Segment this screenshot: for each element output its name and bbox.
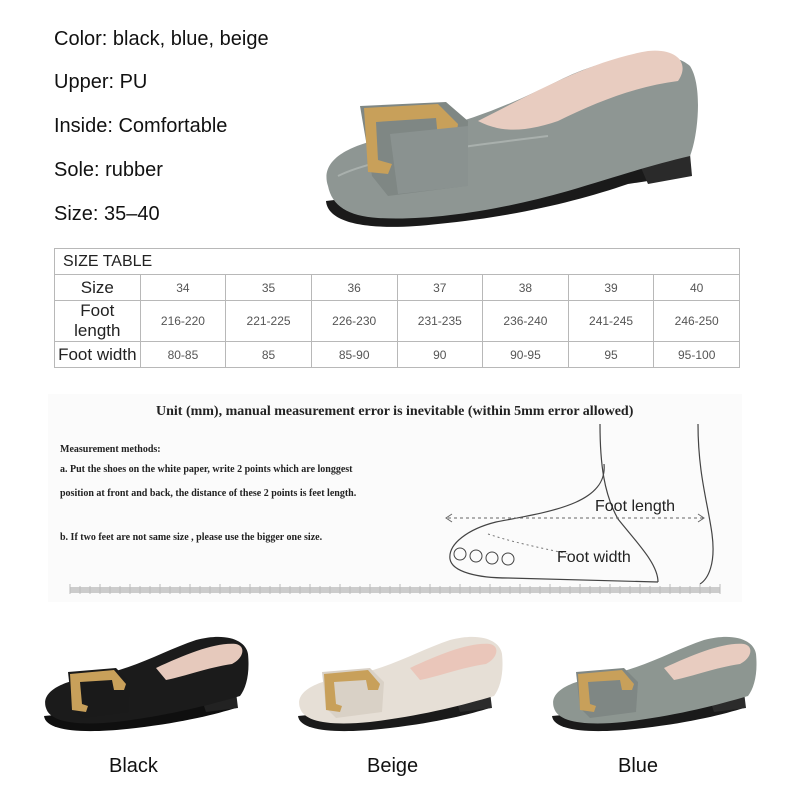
size-table-title: SIZE TABLE	[55, 249, 740, 275]
color-label-black: Black	[109, 755, 158, 777]
measurement-title: Unit (mm), manual measurement error is inevitable (within 5mm error allowed)	[156, 404, 634, 419]
row-label: Foot width	[55, 342, 141, 368]
measurement-step-a-line1: a. Put the shoes on the white paper, write 2 points which are longgest	[60, 464, 353, 475]
table-cell: 38	[483, 275, 569, 301]
table-cell: 90	[397, 342, 483, 368]
table-cell: 35	[226, 275, 312, 301]
table-cell: 85	[226, 342, 312, 368]
table-cell: 39	[568, 275, 654, 301]
table-row	[55, 301, 740, 342]
measurement-panel	[48, 394, 742, 602]
table-cell: 90-95	[483, 342, 569, 368]
foot-width-label: Foot width	[557, 549, 631, 566]
table-cell: 231-235	[397, 301, 483, 342]
table-cell: 85-90	[311, 342, 397, 368]
measurement-step-a-line2: position at front and back, the distance of these 2 points is feet length.	[60, 488, 357, 499]
color-label-beige: Beige	[367, 755, 419, 777]
spec-inside: Inside: Comfortable	[54, 115, 228, 137]
size-table	[54, 248, 740, 368]
table-row	[55, 275, 740, 301]
hero-shoe-image	[318, 26, 708, 236]
table-cell: 95-100	[654, 342, 740, 368]
table-cell: 34	[140, 275, 226, 301]
table-cell: 36	[311, 275, 397, 301]
beige-shoe-image	[290, 628, 510, 738]
table-cell: 40	[654, 275, 740, 301]
color-label-blue: Blue	[618, 755, 659, 777]
table-cell: 241-245	[568, 301, 654, 342]
table-cell: 221-225	[226, 301, 312, 342]
measurement-heading: Measurement methods:	[60, 444, 161, 455]
spec-color: Color: black, blue, beige	[54, 28, 269, 50]
table-cell: 246-250	[654, 301, 740, 342]
blue-shoe-image	[544, 628, 764, 738]
row-label: Foot length	[55, 301, 141, 342]
measurement-step-b: b. If two feet are not same size , please use the bigger one size.	[60, 532, 323, 543]
table-cell: 95	[568, 342, 654, 368]
spec-sole: Sole: rubber	[54, 159, 163, 181]
spec-size: Size: 35–40	[54, 203, 160, 225]
black-shoe-image	[36, 628, 256, 738]
table-cell: 80-85	[140, 342, 226, 368]
row-label: Size	[55, 275, 141, 301]
spec-upper: Upper: PU	[54, 71, 148, 93]
table-cell: 236-240	[483, 301, 569, 342]
table-cell: 226-230	[311, 301, 397, 342]
table-cell: 37	[397, 275, 483, 301]
foot-length-label: Foot length	[595, 498, 676, 515]
table-cell: 216-220	[140, 301, 226, 342]
table-row	[55, 342, 740, 368]
